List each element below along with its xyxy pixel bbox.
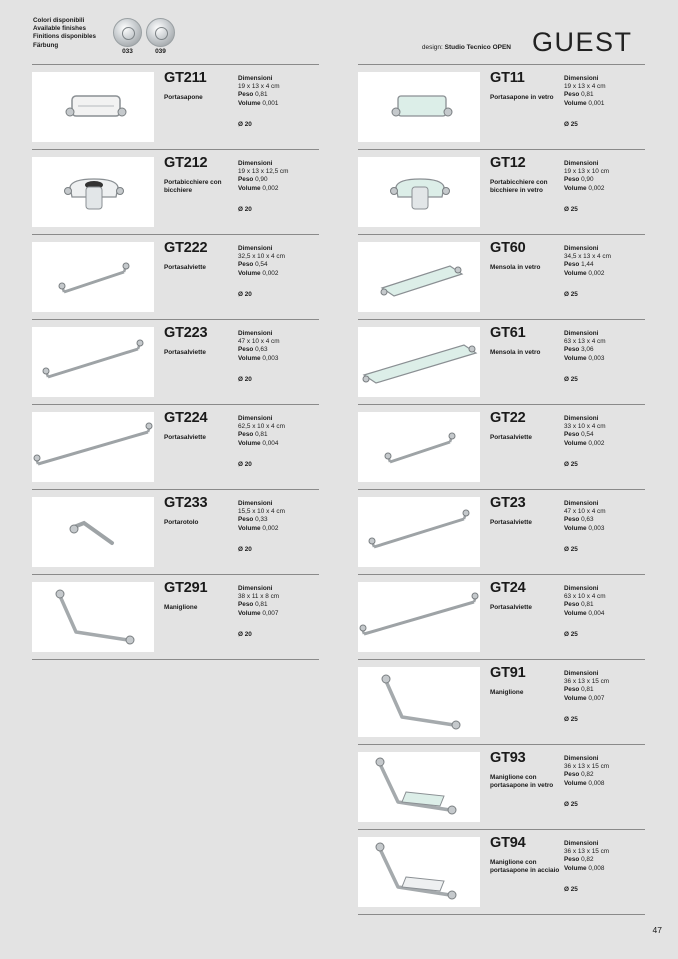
product-specs xyxy=(238,330,318,363)
product-card xyxy=(358,64,645,149)
weight-label: Peso xyxy=(564,601,580,609)
product-photo xyxy=(32,497,154,567)
weight-value: 0,63 xyxy=(255,346,268,354)
product-photo xyxy=(32,157,154,227)
weight-value: 0,81 xyxy=(581,686,594,694)
product-specs xyxy=(238,160,318,193)
product-specs xyxy=(564,75,644,108)
volume-label: Volume xyxy=(564,694,587,702)
dimensions-value: 15,5 x 10 x 4 cm xyxy=(238,508,285,516)
product-photo xyxy=(32,242,154,312)
dimensions-value: 47 x 10 x 4 cm xyxy=(564,508,606,516)
volume-value: 0,008 xyxy=(588,779,605,787)
tube-diameter: Ø 20 xyxy=(238,206,252,213)
roll-holder-icon xyxy=(32,497,154,567)
weight-label: Peso xyxy=(564,261,580,269)
product-code: GT212 xyxy=(164,155,208,171)
dimensions-value: 19 x 13 x 12,5 cm xyxy=(238,168,289,176)
product-card xyxy=(32,319,319,404)
dimensions-value: 33 x 10 x 4 cm xyxy=(564,423,606,431)
product-name: Portasapone xyxy=(164,94,203,101)
dimensions-label: Dimensioni xyxy=(564,500,599,507)
finish-swatch-033 xyxy=(113,18,142,47)
product-specs xyxy=(238,245,318,278)
tube-diameter: Ø 20 xyxy=(238,376,252,383)
volume-label: Volume xyxy=(564,184,587,192)
tube-diameter: Ø 20 xyxy=(238,121,252,128)
weight-label: Peso xyxy=(238,346,254,354)
volume-label: Volume xyxy=(564,524,587,532)
product-specs xyxy=(564,500,644,533)
dimensions-value: 19 x 13 x 4 cm xyxy=(564,83,606,91)
weight-label: Peso xyxy=(564,686,580,694)
grab-bar-icon xyxy=(358,667,480,737)
finishes-list xyxy=(33,17,96,50)
dimensions-value: 36 x 13 x 15 cm xyxy=(564,678,610,686)
dimensions-label: Dimensioni xyxy=(238,75,273,82)
dimensions-label: Dimensioni xyxy=(564,840,599,847)
product-photo xyxy=(358,667,480,737)
volume-value: 0,002 xyxy=(262,524,279,532)
dimensions-label: Dimensioni xyxy=(564,670,599,677)
product-code: GT224 xyxy=(164,410,208,426)
dimensions-value: 38 x 11 x 8 cm xyxy=(238,593,280,601)
glass-tumbler-holder-icon xyxy=(358,157,480,227)
product-code: GT223 xyxy=(164,325,208,341)
product-card xyxy=(32,489,319,574)
product-name: Mensola in vetro xyxy=(490,264,541,271)
volume-label: Volume xyxy=(238,184,261,192)
dimensions-label: Dimensioni xyxy=(238,500,273,507)
product-photo xyxy=(358,242,480,312)
product-card xyxy=(358,829,645,915)
weight-value: 0,82 xyxy=(581,856,594,864)
product-photo xyxy=(358,752,480,822)
product-specs xyxy=(238,500,318,533)
volume-value: 0,007 xyxy=(262,609,279,617)
glass-shelf-long-icon xyxy=(358,327,480,397)
product-photo xyxy=(358,72,480,142)
product-card xyxy=(358,234,645,319)
volume-value: 0,004 xyxy=(588,609,605,617)
grab-bar-glass-soap-icon xyxy=(358,752,480,822)
product-name: Portasalviette xyxy=(164,349,206,356)
dimensions-label: Dimensioni xyxy=(238,160,273,167)
tube-diameter: Ø 20 xyxy=(238,291,252,298)
weight-value: 3,06 xyxy=(581,346,594,354)
product-code: GT222 xyxy=(164,240,208,256)
product-card xyxy=(32,234,319,319)
product-photo xyxy=(358,582,480,652)
product-photo xyxy=(32,72,154,142)
product-specs xyxy=(564,160,644,193)
grab-bar-steel-soap-icon xyxy=(358,837,480,907)
dimensions-label: Dimensioni xyxy=(564,245,599,252)
weight-value: 0,81 xyxy=(255,91,268,99)
volume-label: Volume xyxy=(564,609,587,617)
product-card xyxy=(358,404,645,489)
product-code: GT94 xyxy=(490,835,526,851)
product-name: Maniglione con portasapone in vetro xyxy=(490,774,554,790)
product-code: GT23 xyxy=(490,495,526,511)
volume-label: Volume xyxy=(238,269,261,277)
product-card xyxy=(32,574,319,660)
dimensions-label: Dimensioni xyxy=(238,245,273,252)
product-photo xyxy=(358,327,480,397)
product-name: Maniglione xyxy=(490,689,524,696)
product-name: Portarotolo xyxy=(164,519,199,526)
volume-label: Volume xyxy=(238,99,261,107)
weight-label: Peso xyxy=(564,771,580,779)
tube-diameter: Ø 25 xyxy=(564,801,578,808)
weight-label: Peso xyxy=(238,176,254,184)
product-code: GT291 xyxy=(164,580,208,596)
volume-label: Volume xyxy=(564,269,587,277)
product-specs xyxy=(564,840,644,873)
volume-value: 0,002 xyxy=(588,184,605,192)
weight-value: 0,33 xyxy=(255,516,268,524)
product-specs xyxy=(564,330,644,363)
dimensions-label: Dimensioni xyxy=(238,585,273,592)
dimensions-value: 34,5 x 13 x 4 cm xyxy=(564,253,611,261)
weight-label: Peso xyxy=(238,261,254,269)
weight-label: Peso xyxy=(564,176,580,184)
product-name: Portasalviette xyxy=(164,434,206,441)
product-name: Portabicchiere con bicchiere xyxy=(164,179,222,195)
dimensions-label: Dimensioni xyxy=(564,75,599,82)
product-card xyxy=(358,659,645,744)
tube-diameter: Ø 25 xyxy=(564,546,578,553)
dimensions-value: 63 x 13 x 4 cm xyxy=(564,338,606,346)
volume-label: Volume xyxy=(564,864,587,872)
design-prefix: design: xyxy=(421,44,443,51)
product-specs xyxy=(564,415,644,448)
product-name: Portabicchiere con bicchiere in vetro xyxy=(490,179,548,195)
tube-diameter: Ø 25 xyxy=(564,121,578,128)
volume-value: 0,003 xyxy=(588,354,605,362)
product-photo xyxy=(32,582,154,652)
tube-diameter: Ø 25 xyxy=(564,716,578,723)
product-photo xyxy=(358,157,480,227)
tube-diameter: Ø 25 xyxy=(564,206,578,213)
tube-diameter: Ø 25 xyxy=(564,461,578,468)
product-specs xyxy=(238,75,318,108)
weight-value: 0,81 xyxy=(255,431,268,439)
tube-diameter: Ø 20 xyxy=(238,631,252,638)
product-code: GT24 xyxy=(490,580,526,596)
product-card xyxy=(358,149,645,234)
weight-label: Peso xyxy=(238,601,254,609)
weight-label: Peso xyxy=(564,856,580,864)
swatch-code: 033 xyxy=(122,48,133,55)
product-card xyxy=(32,64,319,149)
towel-bar-long-icon xyxy=(358,582,480,652)
volume-value: 0,007 xyxy=(588,694,605,702)
finish-swatch-039 xyxy=(146,18,175,47)
product-name: Portasalviette xyxy=(490,519,532,526)
product-card xyxy=(358,744,645,829)
designer-name: Studio Tecnico OPEN xyxy=(444,44,511,51)
product-card xyxy=(32,149,319,234)
finishes-line: Available finishes xyxy=(33,25,86,33)
product-code: GT60 xyxy=(490,240,526,256)
towel-bar-short-icon xyxy=(32,242,154,312)
product-specs xyxy=(238,415,318,448)
dimensions-value: 32,5 x 10 x 4 cm xyxy=(238,253,285,261)
tube-diameter: Ø 20 xyxy=(238,546,252,553)
product-card xyxy=(358,489,645,574)
tumbler-holder-icon xyxy=(32,157,154,227)
dimensions-label: Dimensioni xyxy=(564,755,599,762)
towel-bar-medium-icon xyxy=(358,497,480,567)
weight-value: 0,81 xyxy=(255,601,268,609)
product-name: Mensola in vetro xyxy=(490,349,541,356)
product-photo xyxy=(358,837,480,907)
glass-soap-dish-icon xyxy=(358,72,480,142)
product-code: GT93 xyxy=(490,750,526,766)
weight-label: Peso xyxy=(238,516,254,524)
finishes-line: Finitions disponibles xyxy=(33,33,96,41)
volume-value: 0,002 xyxy=(262,184,279,192)
grab-bar-icon xyxy=(32,582,154,652)
volume-value: 0,008 xyxy=(588,864,605,872)
weight-value: 0,90 xyxy=(255,176,268,184)
product-card xyxy=(32,404,319,489)
towel-bar-short-icon xyxy=(358,412,480,482)
weight-label: Peso xyxy=(564,346,580,354)
product-photo xyxy=(32,412,154,482)
product-name: Portasalviette xyxy=(490,434,532,441)
product-photo xyxy=(358,497,480,567)
dimensions-value: 19 x 13 x 10 cm xyxy=(564,168,610,176)
product-name: Maniglione xyxy=(164,604,198,611)
weight-value: 0,81 xyxy=(581,91,594,99)
glass-shelf-short-icon xyxy=(358,242,480,312)
product-column-right xyxy=(358,64,645,915)
weight-label: Peso xyxy=(238,431,254,439)
weight-value: 0,54 xyxy=(581,431,594,439)
volume-value: 0,002 xyxy=(588,439,605,447)
volume-label: Volume xyxy=(564,99,587,107)
volume-value: 0,002 xyxy=(262,269,279,277)
dimensions-label: Dimensioni xyxy=(564,585,599,592)
product-name: Portasalviette xyxy=(490,604,532,611)
volume-value: 0,003 xyxy=(262,354,279,362)
product-specs xyxy=(564,670,644,703)
product-card xyxy=(358,574,645,659)
product-photo xyxy=(32,327,154,397)
product-name: Portasalviette xyxy=(164,264,206,271)
product-code: GT11 xyxy=(490,70,525,86)
soap-dish-icon xyxy=(32,72,154,142)
weight-label: Peso xyxy=(564,431,580,439)
product-name: Portasapone in vetro xyxy=(490,94,554,101)
dimensions-value: 63 x 10 x 4 cm xyxy=(564,593,606,601)
volume-label: Volume xyxy=(564,439,587,447)
tube-diameter: Ø 25 xyxy=(564,631,578,638)
weight-value: 0,90 xyxy=(581,176,594,184)
weight-value: 0,54 xyxy=(255,261,268,269)
product-specs xyxy=(564,585,644,618)
product-column-left xyxy=(32,64,319,660)
weight-label: Peso xyxy=(564,91,580,99)
volume-label: Volume xyxy=(238,609,261,617)
volume-value: 0,001 xyxy=(262,99,279,107)
volume-label: Volume xyxy=(238,524,261,532)
volume-label: Volume xyxy=(564,354,587,362)
product-code: GT211 xyxy=(164,70,207,86)
weight-value: 0,63 xyxy=(581,516,594,524)
volume-label: Volume xyxy=(238,439,261,447)
product-name: Maniglione con portasapone in acciaio xyxy=(490,859,560,875)
towel-bar-long-icon xyxy=(32,412,154,482)
dimensions-value: 36 x 13 x 15 cm xyxy=(564,848,610,856)
product-code: GT12 xyxy=(490,155,526,171)
towel-bar-medium-icon xyxy=(32,327,154,397)
tube-diameter: Ø 25 xyxy=(564,376,578,383)
dimensions-value: 47 x 10 x 4 cm xyxy=(238,338,280,346)
tube-diameter: Ø 20 xyxy=(238,461,252,468)
dimensions-value: 36 x 13 x 15 cm xyxy=(564,763,610,771)
volume-value: 0,004 xyxy=(262,439,279,447)
swatch-code: 039 xyxy=(155,48,166,55)
dimensions-value: 62,5 x 10 x 4 cm xyxy=(238,423,285,431)
weight-value: 1,44 xyxy=(581,261,594,269)
weight-label: Peso xyxy=(564,516,580,524)
volume-value: 0,001 xyxy=(588,99,605,107)
dimensions-label: Dimensioni xyxy=(564,330,599,337)
product-specs xyxy=(564,245,644,278)
page-number: 47 xyxy=(652,925,662,935)
weight-label: Peso xyxy=(238,91,254,99)
finishes-line: Färbung xyxy=(33,41,59,49)
product-specs xyxy=(238,585,318,618)
product-code: GT22 xyxy=(490,410,526,426)
volume-value: 0,002 xyxy=(588,269,605,277)
product-specs xyxy=(564,755,644,788)
collection-title: GUEST xyxy=(532,27,633,57)
product-code: GT61 xyxy=(490,325,526,341)
dimensions-label: Dimensioni xyxy=(564,415,599,422)
design-credit xyxy=(380,44,511,51)
tube-diameter: Ø 25 xyxy=(564,291,578,298)
product-card xyxy=(358,319,645,404)
product-code: GT233 xyxy=(164,495,208,511)
product-photo xyxy=(358,412,480,482)
dimensions-value: 19 x 13 x 4 cm xyxy=(238,83,280,91)
weight-value: 0,81 xyxy=(581,601,594,609)
dimensions-label: Dimensioni xyxy=(564,160,599,167)
volume-label: Volume xyxy=(564,779,587,787)
dimensions-label: Dimensioni xyxy=(238,330,273,337)
weight-value: 0,82 xyxy=(581,771,594,779)
volume-value: 0,003 xyxy=(588,524,605,532)
volume-label: Volume xyxy=(238,354,261,362)
tube-diameter: Ø 25 xyxy=(564,886,578,893)
dimensions-label: Dimensioni xyxy=(238,415,273,422)
product-code: GT91 xyxy=(490,665,526,681)
finishes-line: Colori disponibili xyxy=(33,17,85,24)
